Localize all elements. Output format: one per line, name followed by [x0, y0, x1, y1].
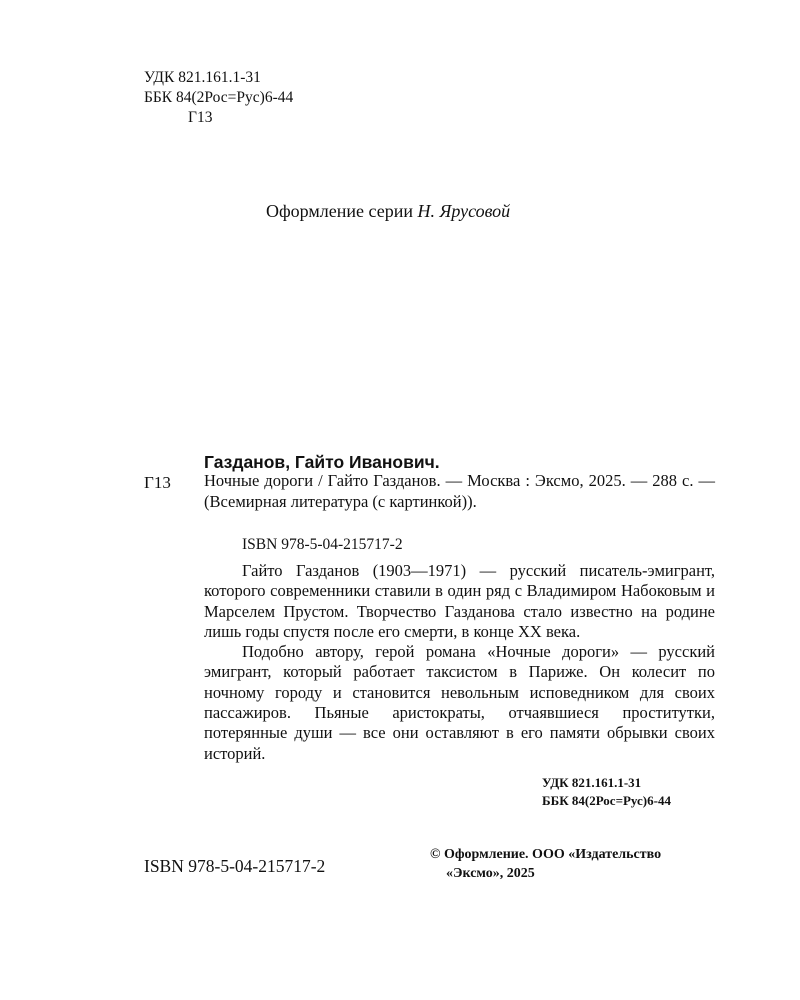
annotation-paragraph: Подобно автору, герой романа «Ночные дороги» — русский эмигрант, который работает таксистом в Париже. Он колесит по ночному городу и становится невольным исповедником для своих пассажиров. Пьяные аристократы, отчаявшиеся проститутки, потерянные души — все они оставляют в его памяти обрывки своих историй. — [204, 642, 715, 763]
series-design-credit — [266, 201, 510, 222]
udk-code-bottom: УДК 821.161.1-31 — [542, 775, 642, 790]
copyright-notice — [430, 845, 661, 883]
udk-code: УДК 821.161.1-31 — [144, 69, 261, 86]
author-sign-code: Г13 — [188, 109, 213, 126]
classification-top — [144, 68, 293, 128]
design-credit-prefix: Оформление серии — [266, 201, 413, 221]
bbk-code: ББК 84(2Рос=Рус)6-44 — [144, 89, 294, 106]
annotation-paragraph: Гайто Газданов (1903—1971) — русский писатель-эмигрант, которого современники ставили в один ряд с Владимиром Набоковым и Марселем Прустом. Творчество Газданова стало известно на родине лишь годы спустя после его смерти, в конце XX века. — [204, 561, 715, 641]
footer-isbn: ISBN 978-5-04-215717-2 — [144, 856, 326, 876]
catalog-author-heading: Газданов, Гайто Иванович. — [204, 452, 440, 472]
copyright-line: «Эксмо», 2025 — [446, 866, 535, 881]
catalog-isbn: ISBN 978-5-04-215717-2 — [242, 536, 403, 553]
classification-bottom — [542, 774, 671, 810]
annotation — [204, 561, 715, 764]
catalog-description: Ночные дороги / Гайто Газданов. — Москва : Эксмо, 2025. — 288 с. — (Всемирная литература (с картинкой)). — [204, 471, 715, 511]
catalog-margin-code: Г13 — [144, 473, 171, 492]
designer-name: Н. Ярусовой — [417, 201, 511, 221]
copyright-line: © Оформление. ООО «Издательство — [430, 847, 662, 862]
bbk-code-bottom: ББК 84(2Рос=Рус)6-44 — [542, 793, 671, 808]
